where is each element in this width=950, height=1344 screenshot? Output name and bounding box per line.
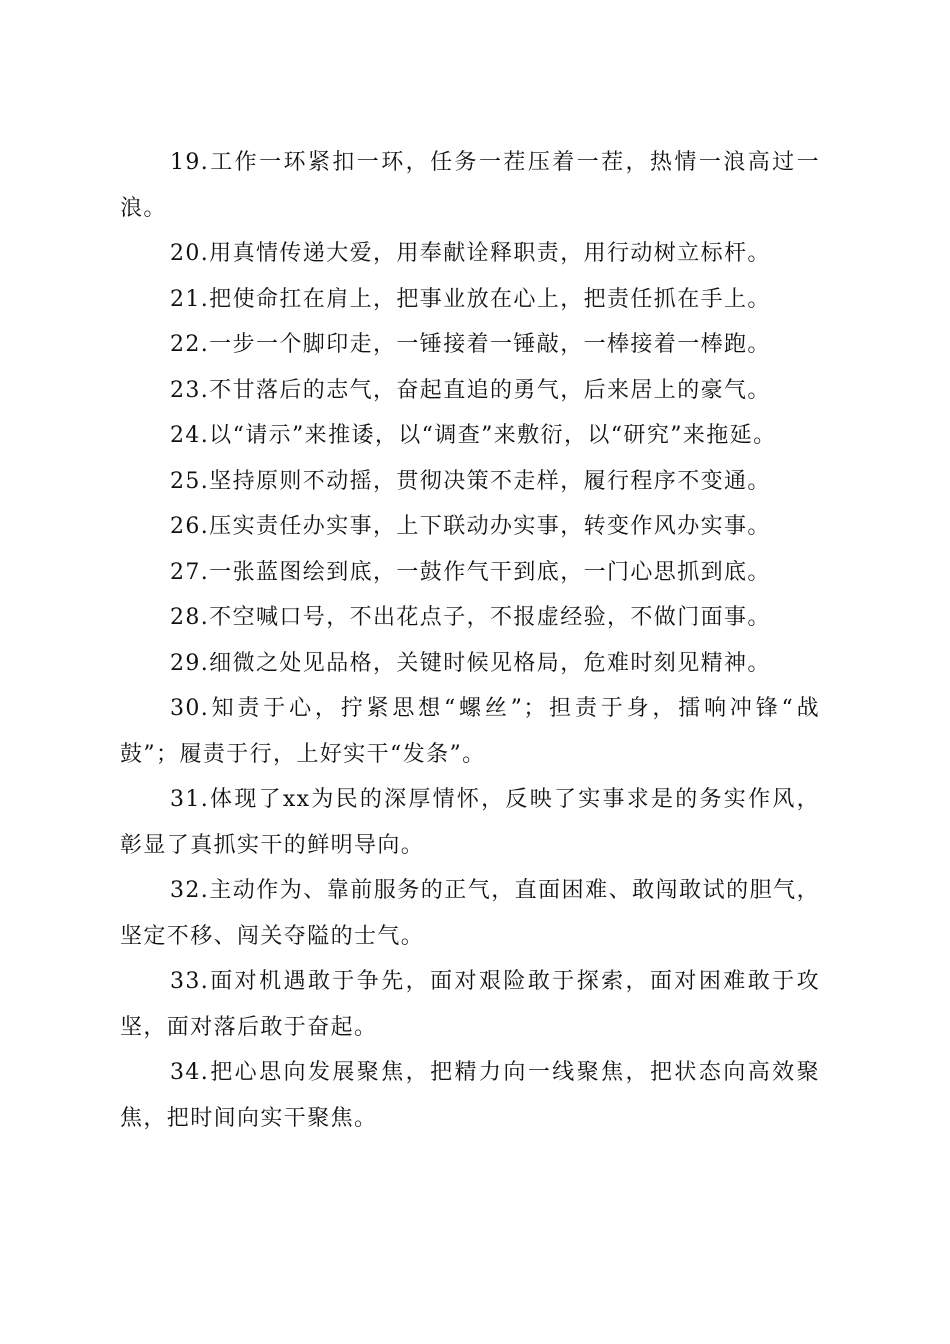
paragraph-24: 24.以“请示”来推诿，以“调查”来敷衍，以“研究”来拖延。 xyxy=(170,423,777,448)
paragraph-20: 20.用真情传递大爱，用奉献诠释职责，用行动树立标杆。 xyxy=(170,241,771,266)
document-body xyxy=(120,140,820,1141)
paragraph-22: 22.一步一个脚印走，一锤接着一锤敲，一棒接着一棒跑。 xyxy=(170,332,771,357)
paragraph-26: 26.压实责任办实事，上下联动办实事，转变作风办实事。 xyxy=(170,514,771,539)
paragraph-23: 23.不甘落后的志气，奋起直追的勇气，后来居上的豪气。 xyxy=(170,377,771,403)
paragraph-34: 34.把心思向发展聚焦，把精力向一线聚焦，把状态向高效聚焦，把时间向实干聚焦。 xyxy=(120,1060,820,1131)
paragraph-31: 31.体现了xx为民的深厚情怀，反映了实事求是的务实作风，彰显了真抓实干的鲜明导向。 xyxy=(120,787,820,858)
paragraph-32: 32.主动作为、靠前服务的正气，直面困难、敢闯敢试的胆气，坚定不移、闯关夺隘的士气。 xyxy=(120,878,820,949)
paragraph-33: 33.面对机遇敢于争先，面对艰险敢于探索，面对困难敢于攻坚，面对落后敢于奋起。 xyxy=(120,969,820,1040)
paragraph-28: 28.不空喊口号，不出花点子，不报虚经验，不做门面事。 xyxy=(170,605,771,630)
paragraph-21: 21.把使命扛在肩上，把事业放在心上，把责任抓在手上。 xyxy=(170,286,771,312)
paragraph-25: 25.坚持原则不动摇，贯彻决策不走样，履行程序不变通。 xyxy=(170,468,771,494)
paragraph-29: 29.细微之处见品格，关键时候见格局，危难时刻见精神。 xyxy=(170,650,771,676)
paragraph-30: 30.知责于心，拧紧思想“螺丝”；担责于身，擂响冲锋“战鼓”；履责于行，上好实干“发条”。 xyxy=(120,696,820,767)
paragraph-19: 19.工作一环紧扣一环，任务一茬压着一茬，热情一浪高过一浪。 xyxy=(120,150,820,221)
paragraph-27: 27.一张蓝图绘到底，一鼓作气干到底，一门心思抓到底。 xyxy=(170,559,771,585)
